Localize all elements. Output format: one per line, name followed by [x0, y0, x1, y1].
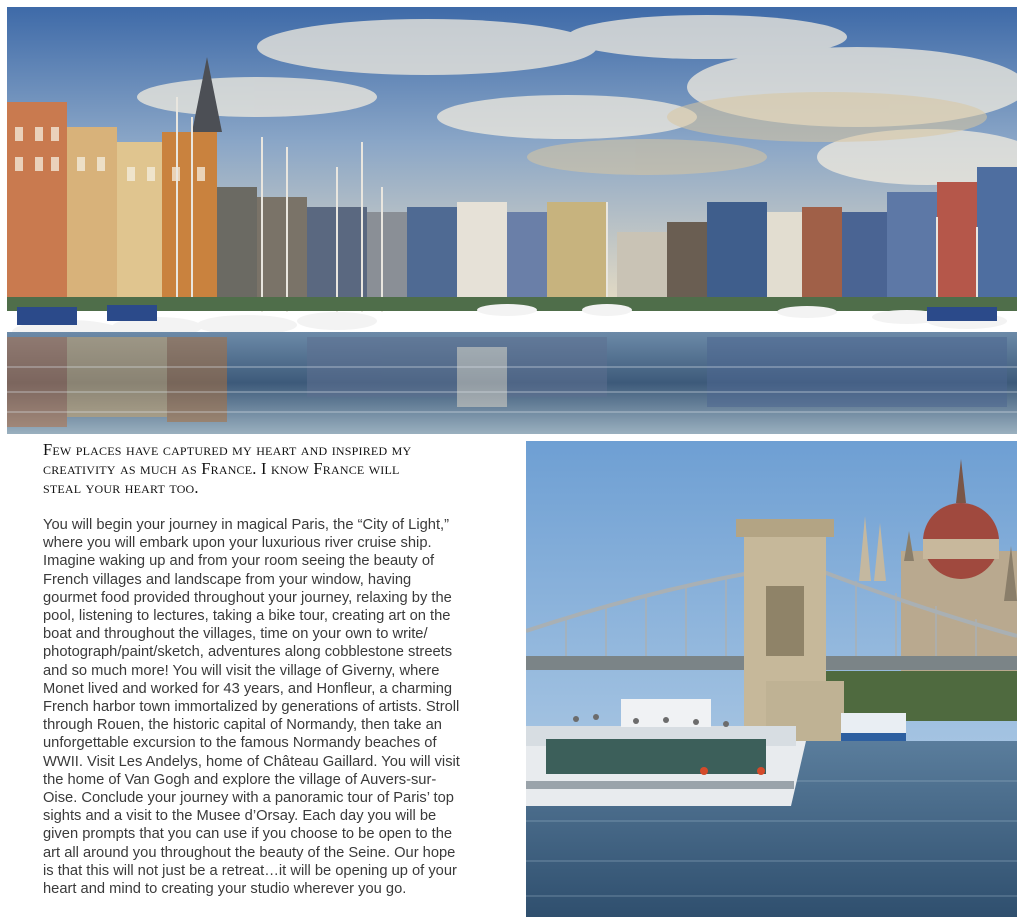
- article-text: [43, 440, 513, 898]
- harbor-photo: [7, 7, 1017, 434]
- river-cruise-illustration: [526, 441, 1017, 917]
- body-paragraph: You will begin your journey in magical Paris, the “City of Light,” where you will embark upon your luxurious river cruise ship. Imagine waking up and from your room seeing the beauty of French villages and landscape from your window, having gourmet food provided throughout your journey, relaxing by the pool, listening to lectures, taking a bike tour, creating art on the boat and throughout the villages, time on your own to write/ photograph/paint/sketch, adventures along cobblestone streets and so much more! You will visit the village of Giverny, where Monet lived and worked for 43 years, and Honfleur, a charming French harbor town immortalized by generations of artists. Stroll through Rouen, the historic capital of Normandy, then take an unforgettable excursion to the famous Normandy beaches of WWII. Visit Les Andelys, home of Château Gaillard. You will visit the home of Van Gogh and explore the village of Auvers-sur- Oise. Conclude your journey with a panoramic tour of Paris’ top sights and a visit to the Musee d’Orsay. Each day you will be given prompts that you can use if you choose to be open to the art all around you throughout the beauty of the Seine. Our hope is that this will not just be a retreat…it will be opening up of your heart and mind to creating your studio wherever you go.: [43, 517, 460, 898]
- river-cruise-photo: [526, 441, 1017, 917]
- harbor-illustration: [7, 7, 1017, 434]
- lead-paragraph: Few places have captured my heart and inspired my creativity as much as France. I know France will steal your heart too.: [43, 440, 412, 497]
